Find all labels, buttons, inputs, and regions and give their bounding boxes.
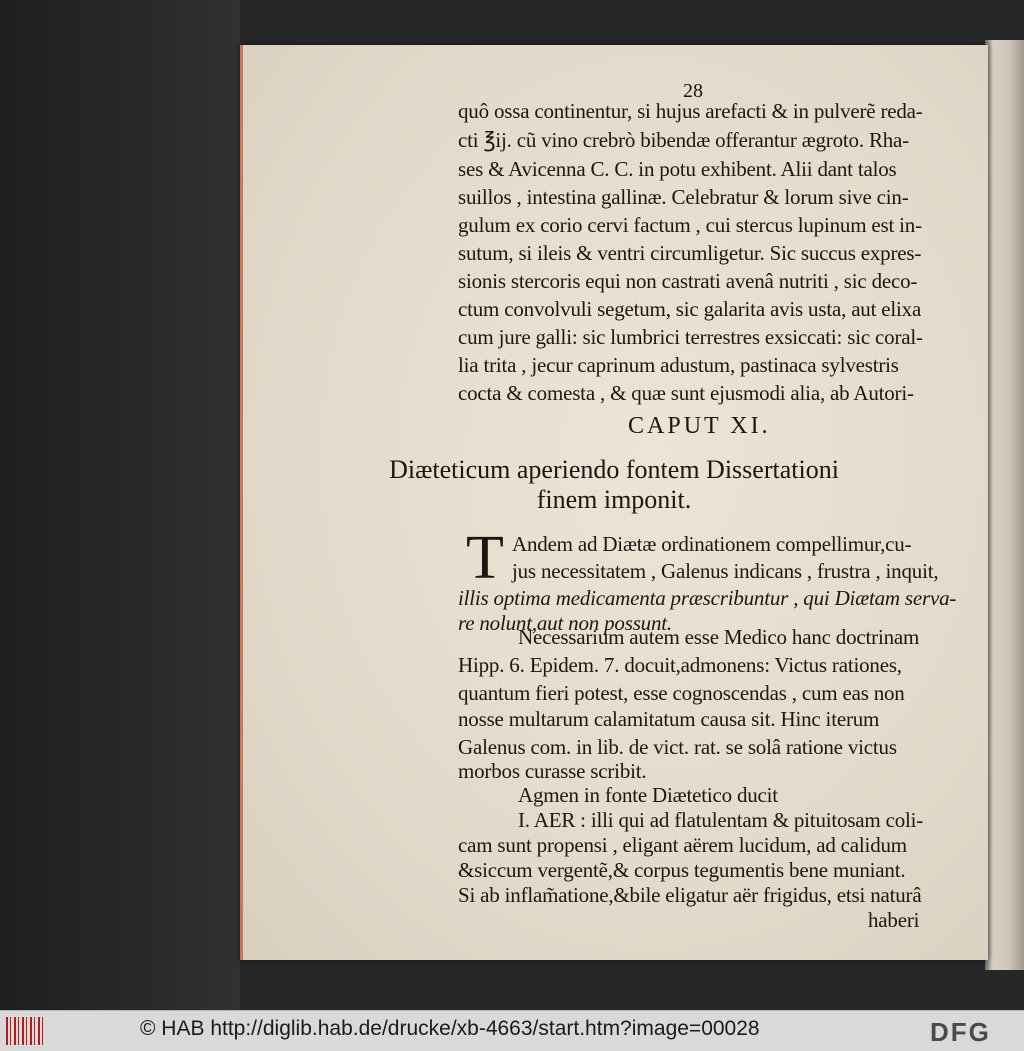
- text-line: quantum fieri potest, esse cognoscendas , cum eas non: [458, 681, 905, 705]
- text-line: lia trita , jecur caprinum adustum, pastinaca sylvestris: [458, 353, 899, 377]
- text-line: sutum, si ileis & ventri circumligetur. Sic succus expres-: [458, 241, 922, 265]
- text-line: ses & Avicenna C. C. in potu exhibent. Alii dant talos: [458, 157, 897, 181]
- text-line: suillos , intestina gallinæ. Celebratur & lorum sive cin-: [458, 185, 909, 209]
- source-url-text[interactable]: © HAB http://diglib.hab.de/drucke/xb-4663/start.htm?image=00028: [140, 1017, 760, 1040]
- text-line: jus necessitatem , Galenus indicans , frustra , inquit,: [512, 559, 939, 583]
- text-line: cocta & comesta , & quæ sunt ejusmodi alia, ab Autori-: [458, 381, 914, 405]
- page-number: 28: [683, 80, 703, 102]
- text-line: Hipp. 6. Epidem. 7. docuit,admonens: Victus rationes,: [458, 653, 902, 677]
- text-line: Si ab inflam̃atione,&bile eligatur aër frigidus, etsi naturâ: [458, 883, 922, 907]
- text-line: sionis stercoris equi non castrati avenâ nutriti , sic deco-: [458, 269, 918, 293]
- text-line: illis optima medicamenta præscribuntur , qui Diætam serva-: [458, 586, 957, 610]
- drop-cap-initial: T: [466, 524, 504, 592]
- text-line: cam sunt propensi , eligant aërem lucidum, ad calidum: [458, 833, 907, 857]
- text-line: gulum ex corio cervi factum , cui stercus lupinum est in-: [458, 213, 922, 237]
- text-line: Galenus com. in lib. de vict. rat. se solâ ratione victus: [458, 735, 897, 759]
- hab-logo-icon: [6, 1017, 46, 1045]
- text-line: ctum convolvuli segetum, sic galarita avis usta, aut elixa: [458, 297, 922, 321]
- text-line: cti ℥ij. cũ vino crebrò bibendæ offerantur ægroto. Rha-: [458, 128, 909, 152]
- text-line: Agmen in fonte Diætetico ducit: [518, 783, 778, 807]
- text-line: morbos curasse scribit.: [458, 759, 647, 783]
- text-line: quô ossa continentur, si hujus arefacti & in pulverẽ reda-: [458, 99, 923, 123]
- dfg-logo: DFG: [930, 1017, 991, 1047]
- text-line: nosse multarum calamitatum causa sit. Hinc iterum: [458, 707, 880, 731]
- text-line: Andem ad Diætæ ordinationem compellimur,cu-: [512, 532, 912, 556]
- chapter-title-line: finem imponit.: [536, 485, 692, 514]
- text-line: &siccum vergentẽ,& corpus tegumentis bene muniant.: [458, 858, 906, 882]
- text-line: re nolunt,aut non possunt.: [458, 611, 672, 635]
- viewer-footer: [0, 1010, 1024, 1051]
- catchword: haberi: [868, 908, 920, 932]
- chapter-title-line: Diæteticum aperiendo fontem Dissertationi: [389, 455, 839, 484]
- text-line: cum jure galli: sic lumbrici terrestres exsiccati: sic coral-: [458, 325, 923, 349]
- chapter-heading: CAPUT XI.: [628, 413, 771, 439]
- book-page: [240, 45, 988, 960]
- text-line: I. AER : illi qui ad flatulentam & pituitosam coli-: [518, 808, 924, 832]
- book-binding-shadow: [0, 0, 240, 1010]
- text-line: Necessarium autem esse Medico hanc doctrinam: [518, 625, 920, 649]
- page-stack-edge: [985, 40, 1024, 970]
